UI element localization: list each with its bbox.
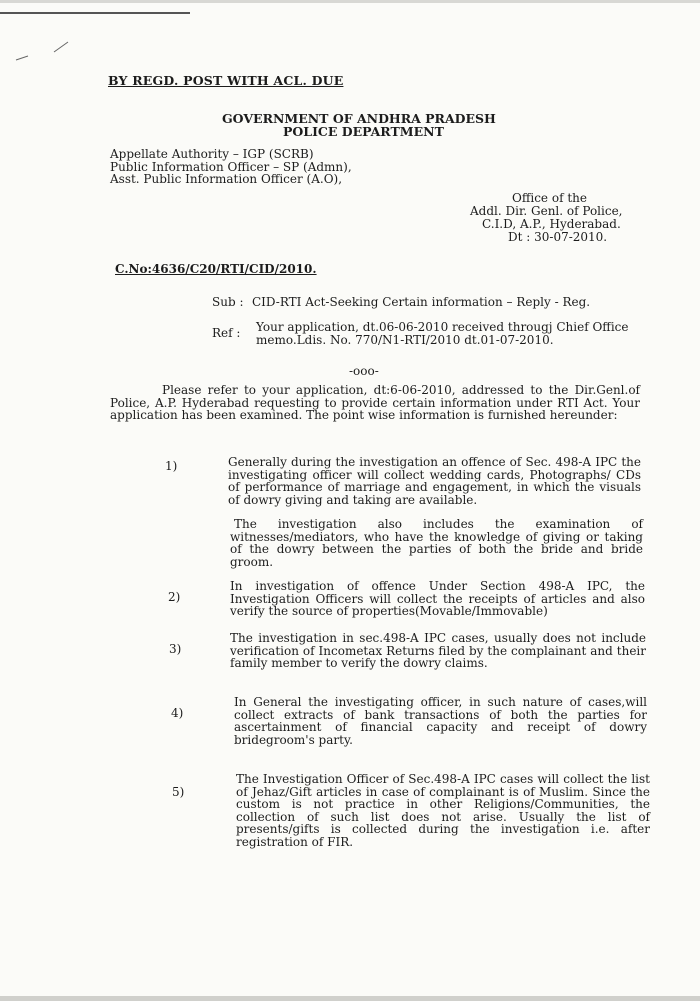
item-number: 2) xyxy=(168,590,181,604)
office-line-1: Office of the xyxy=(512,191,587,205)
item-number: 1) xyxy=(165,459,178,473)
separator: -ooo- xyxy=(349,364,379,378)
pen-mark-icon xyxy=(14,40,70,64)
government-title: GOVERNMENT OF ANDHRA PRADESH xyxy=(222,111,496,126)
item-text: The investigation in sec.498-A IPC cases, usually does not include verification of Incometax Returns filed by the complainant and their family member to verify the dowry claims. xyxy=(230,631,646,670)
scan-top-edge xyxy=(0,0,700,3)
letter-date: Dt : 30-07-2010. xyxy=(508,230,608,244)
appellate-authority: Appellate Authority – IGP (SCRB) xyxy=(110,147,314,161)
subject-label: Sub : xyxy=(212,295,244,309)
office-line-2: Addl. Dir. Genl. of Police, xyxy=(470,204,623,218)
post-instruction: BY REGD. POST WITH ACL. DUE xyxy=(108,73,344,88)
office-line-3: C.I.D, A.P., Hyderabad. xyxy=(482,217,621,231)
department-title: POLICE DEPARTMENT xyxy=(283,124,444,139)
scan-bottom-edge xyxy=(0,996,700,1001)
item-text: In investigation of offence Under Section 498-A IPC, the Investigation Officers will collect the receipts of articles and also verify the source of properties(Movable/Immovable) xyxy=(230,579,645,618)
item-continuation: The investigation also includes the examination of witnesses/mediators, who have the knowledge of giving or taking of the dowry between the parties of both the bride and bride groom. xyxy=(230,517,643,569)
item-text: Generally during the investigation an offence of Sec. 498-A IPC the investigating officer will collect wedding cards, Photographs/ CDs of performance of marriage and engagement, in which the visuals of dowry giving and taking are available. xyxy=(228,455,641,507)
public-information-officer: Public Information Officer – SP (Admn), xyxy=(110,160,352,174)
reference-number: C.No:4636/C20/RTI/CID/2010. xyxy=(115,262,317,276)
intro-paragraph: Please refer to your application, dt:6-06-2010, addressed to the Dir.Genl.of Police, A.P. Hyderabad requesting to provide certain information under RTI Act. Your application has been examined. The point wise information is furnished hereunder: xyxy=(110,383,640,422)
item-number: 3) xyxy=(169,642,182,656)
subject-text: CID-RTI Act-Seeking Certain information – Reply - Reg. xyxy=(252,295,591,309)
asst-public-information-officer: Asst. Public Information Officer (A.O), xyxy=(110,172,343,186)
scan-top-line xyxy=(0,12,190,14)
ref-label: Ref : xyxy=(212,326,241,340)
item-number: 5) xyxy=(172,785,185,799)
item-number: 4) xyxy=(171,706,184,720)
item-text: The Investigation Officer of Sec.498-A IPC cases will collect the list of Jehaz/Gift articles in case of complainant is of Muslim. Since the custom is not practice in other Religions/Communities, the collection of such list does not arise. Usually the list of presents/gifts is collected during the investigation i.e. after registration of FIR. xyxy=(236,772,650,849)
ref-text: Your application, dt.06-06-2010 received througj Chief Office memo.Ldis. No. 770/N1-RTI/2010 dt.01-07-2010. xyxy=(256,320,629,347)
item-text: In General the investigating officer, in such nature of cases,will collect extracts of bank transactions of both the parties for ascertainment of financial capacity and receipt of dowry bridegroom's party. xyxy=(234,695,647,747)
